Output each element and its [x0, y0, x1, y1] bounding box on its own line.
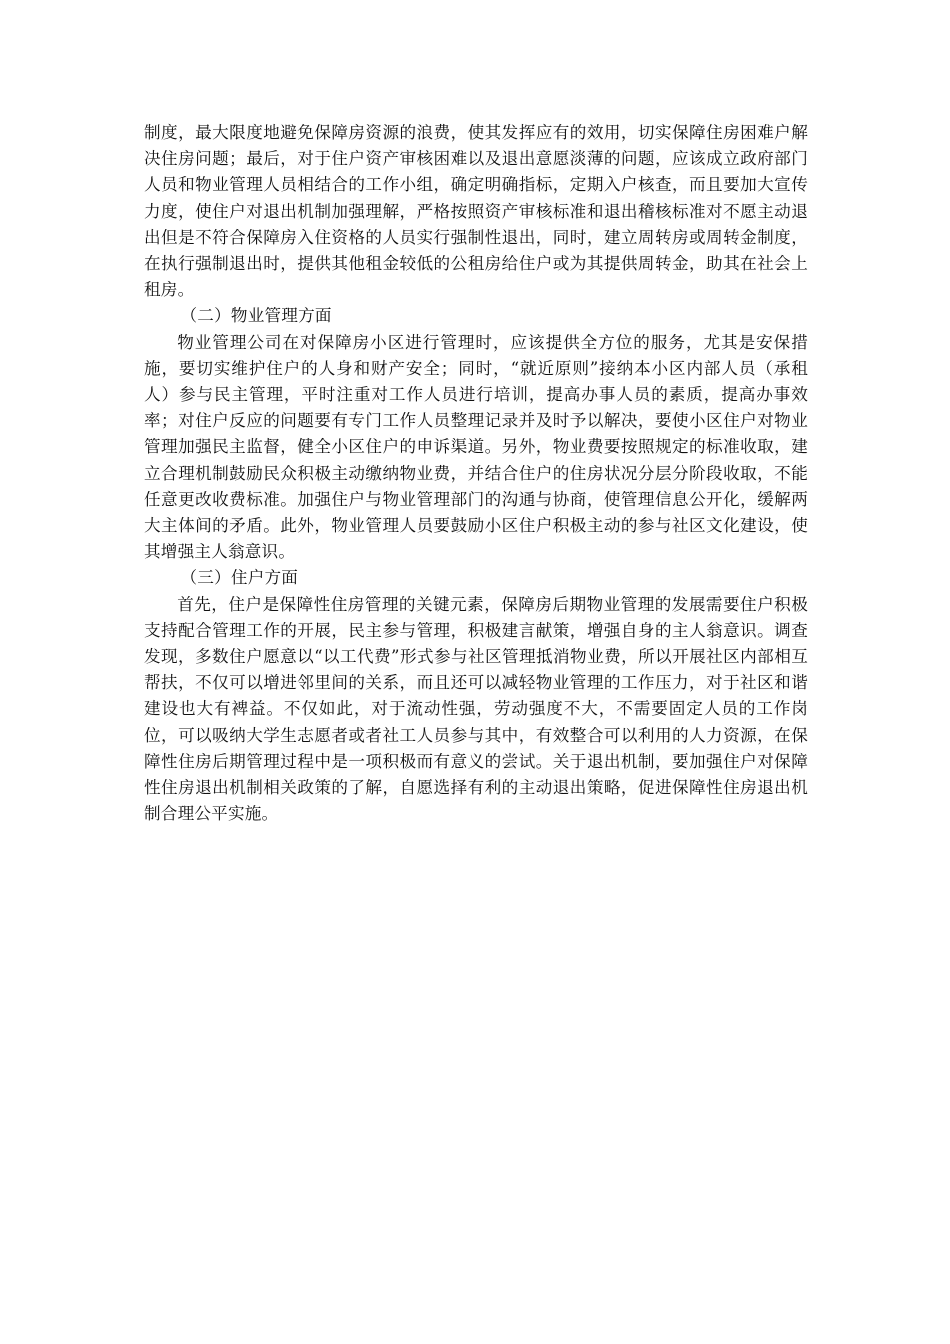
paragraph-residents: 首先，住户是保障性住房管理的关键元素，保障房后期物业管理的发展需要住户积极支持配合管理工作的开展，民主参与管理，积极建言献策，增强自身的主人翁意识。调查发现，多数住户愿意以“以工代费”形式参与社区管理抵消物业费，所以开展社区内部相互帮扶，不仅可以增进邻里间的关系，而且还可以减轻物业管理的工作压力，对于社区和谐建设也大有裨益。不仅如此，对于流动性强，劳动强度不大，不需要固定人员的工作岗位，可以吸纳大学生志愿者或者社工人员参与其中，有效整合可以利用的人力资源，在保障性住房后期管理过程中是一项积极而有意义的尝试。关于退出机制，要加强住户对保障性住房退出机制相关政策的了解，自愿选择有利的主动退出策略，促进保障性住房退出机制合理公平实施。 — [144, 594, 808, 824]
paragraph-continuation: 制度，最大限度地避免保障房资源的浪费，使其发挥应有的效用，切实保障住房困难户解决住房问题；最后，对于住户资产审核困难以及退出意愿淡薄的问题，应该成立政府部门人员和物业管理人员相结合的工作小组，确定明确指标，定期入户核查，而且要加大宣传力度，使住户对退出机制加强理解，严格按照资产审核标准和退出稽核标准对不愿主动退出但是不符合保障房入住资格的人员实行强制性退出，同时，建立周转房或周转金制度，在执行强制退出时，提供其他租金较低的公租房给住户或为其提供周转金，助其在社会上租房。 — [144, 123, 808, 300]
section-heading-property-management: （二）物业管理方面 — [180, 306, 332, 326]
document-body — [144, 120, 808, 827]
section-heading-residents: （三）住户方面 — [180, 568, 299, 588]
paragraph-property-management: 物业管理公司在对保障房小区进行管理时，应该提供全方位的服务，尤其是安保措施，要切实维护住户的人身和财产安全；同时，“就近原则”接纳本小区内部人员（承租人）参与民主管理，平时注重对工作人员进行培训，提高办事人员的素质，提高办事效率；对住户反应的问题要有专门工作人员整理记录并及时予以解决，要使小区住户对物业管理加强民主监督，健全小区住户的申诉渠道。另外，物业费要按照规定的标准收取，建立合理机制鼓励民众积极主动缴纳物业费，并结合住户的住房状况分层分阶段收取，不能任意更改收费标准。加强住户与物业管理部门的沟通与协商，使管理信息公开化，缓解两大主体间的矛盾。此外，物业管理人员要鼓励小区住户积极主动的参与社区文化建设，使其增强主人翁意识。 — [144, 332, 808, 562]
